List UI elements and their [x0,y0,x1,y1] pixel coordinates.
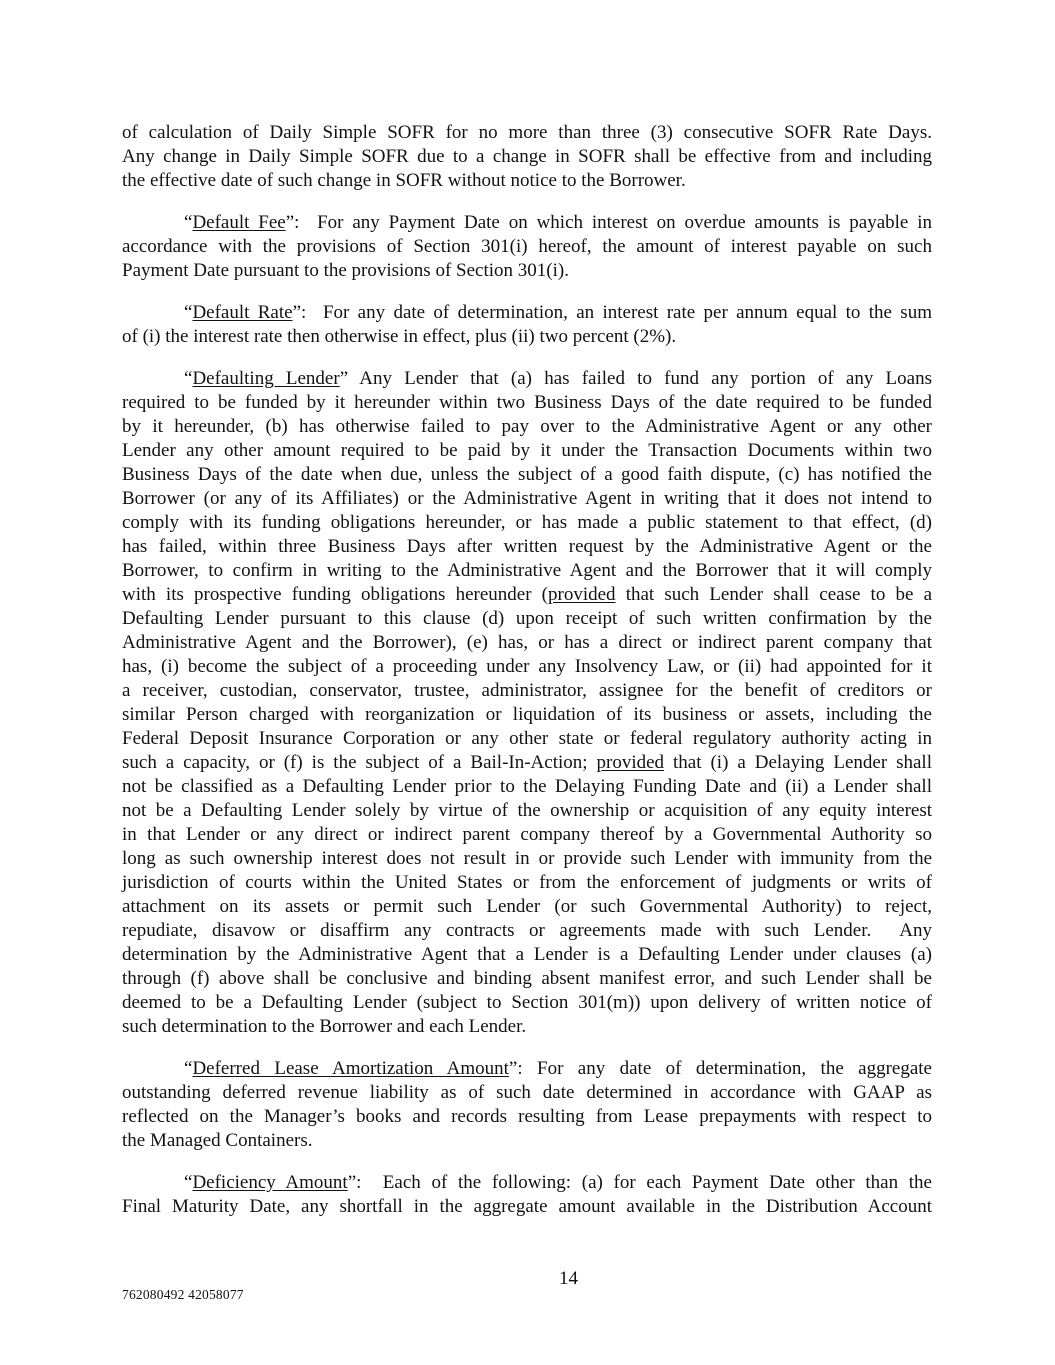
underlined-term: provided [596,752,665,773]
text-line: “Default Fee”: For any Payment Date on which interest on overdue amounts is payable in [184,212,932,233]
underlined-term: Defaulting Lender [192,368,340,389]
text-line: the effective date of such change in SOFR without notice to the Borrower. [122,170,686,191]
text-line: of (i) the interest rate then otherwise in effect, plus (ii) two percent (2%). [122,326,677,347]
text-line: the Managed Containers. [122,1130,313,1151]
text-line: determination by the Administrative Agent that a Lender is a Defaulting Lender under clauses (a) [122,944,932,965]
underlined-term: Deferred Lease Amortization Amount [192,1058,509,1079]
text-line: not be classified as a Defaulting Lender prior to the Delaying Funding Date and (ii) a Lender shall [122,776,932,797]
text-line: attachment on its assets or permit such Lender (or such Governmental Authority) to reject, [122,896,932,917]
text-line: “Deferred Lease Amortization Amount”: For any date of determination, the aggregate [184,1058,932,1079]
text-line: through (f) above shall be conclusive and binding absent manifest error, and such Lender shall be [122,968,932,989]
text-line: accordance with the provisions of Section 301(i) hereof, the amount of interest payable on such [122,236,932,257]
text-line: outstanding deferred revenue liability as of such date determined in accordance with GAAP as [122,1082,932,1103]
text-line: required to be funded by it hereunder within two Business Days of the date required to be funded [122,392,932,413]
text-line: Lender any other amount required to be paid by it under the Transaction Documents within two [122,440,932,461]
text-line: of calculation of Daily Simple SOFR for no more than three (3) consecutive SOFR Rate Days. [122,122,932,143]
text-line: “Default Rate”: For any date of determination, an interest rate per annum equal to the sum [184,302,932,323]
text-line: has failed, within three Business Days after written request by the Administrative Agent or the [122,536,932,557]
text-line: “Defaulting Lender” Any Lender that (a) has failed to fund any portion of any Loans [184,368,932,389]
page-number: 14 [559,1268,578,1289]
text-line: such determination to the Borrower and each Lender. [122,1016,527,1037]
underlined-term: Deficiency Amount [192,1172,348,1193]
text-line: Administrative Agent and the Borrower), (e) has, or has a direct or indirect parent company that [122,632,932,653]
text-line: such a capacity, or (f) is the subject of a Bail-In-Action; provided that (i) a Delaying Lender shall [122,752,932,773]
text-line: Payment Date pursuant to the provisions of Section 301(i). [122,260,569,281]
paragraph [122,121,932,193]
text-line: with its prospective funding obligations hereunder (provided that such Lender shall cease to be a [122,584,932,605]
text-line: in that Lender or any direct or indirect parent company thereof by a Governmental Authority so [122,824,932,845]
text-line: comply with its funding obligations hereunder, or has made a public statement to that effect, (d) [122,512,932,533]
paragraph [122,301,932,349]
text-line: Business Days of the date when due, unless the subject of a good faith dispute, (c) has notified the [122,464,932,485]
text-line: not be a Defaulting Lender solely by virtue of the ownership or acquisition of any equity interest [122,800,932,821]
text-line: deemed to be a Defaulting Lender (subject to Section 301(m)) upon delivery of written notice of [122,992,932,1013]
text-line: repudiate, disavow or disaffirm any contracts or agreements made with such Lender. Any [122,920,932,941]
paragraph [122,211,932,283]
document-id-footer: 762080492 42058077 [122,1287,244,1302]
paragraph [122,1057,932,1153]
document-body [122,121,932,1219]
text-line: similar Person charged with reorganization or liquidation of its business or assets, including the [122,704,932,725]
text-line: Defaulting Lender pursuant to this clause (d) upon receipt of such written confirmation by the [122,608,932,629]
text-line: has, (i) become the subject of a proceeding under any Insolvency Law, or (ii) had appointed for it [122,656,932,677]
underlined-term: provided [548,584,616,605]
text-line: a receiver, custodian, conservator, trustee, administrator, assignee for the benefit of creditors or [122,680,932,701]
paragraph [122,367,932,1039]
text-line: jurisdiction of courts within the United States or from the enforcement of judgments or writs of [122,872,932,893]
underlined-term: Default Rate [192,302,293,323]
text-line: Any change in Daily Simple SOFR due to a change in SOFR shall be effective from and including [122,146,932,167]
text-line: Borrower (or any of its Affiliates) or the Administrative Agent in writing that it does not intend to [122,488,932,509]
text-line: long as such ownership interest does not result in or provide such Lender with immunity from the [122,848,932,869]
text-line: Federal Deposit Insurance Corporation or any other state or federal regulatory authority acting in [122,728,932,749]
text-line: by it hereunder, (b) has otherwise failed to pay over to the Administrative Agent or any other [122,416,932,437]
text-line: Borrower, to confirm in writing to the Administrative Agent and the Borrower that it will comply [122,560,932,581]
text-line: “Deficiency Amount”: Each of the following: (a) for each Payment Date other than the [184,1172,932,1193]
text-line: reflected on the Manager’s books and records resulting from Lease prepayments with respect to [122,1106,932,1127]
paragraph [122,1171,932,1219]
text-line: Final Maturity Date, any shortfall in the aggregate amount available in the Distribution Account [122,1196,932,1217]
underlined-term: Default Fee [192,212,286,233]
